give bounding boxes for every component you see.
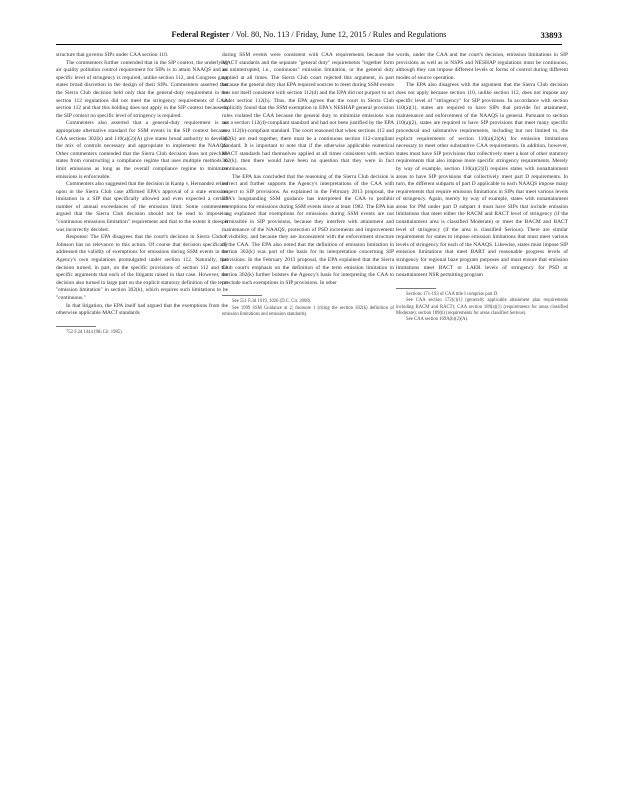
journal-title: Federal Register (171, 30, 230, 39)
footnote-rule (56, 326, 96, 327)
paragraph: The commenters further contended that in the SIP context, the underlying air quality pollution control requirement for SIPs is to attain NAAQS and no specific level of stringency is required, unlike section 112, and Congress gave states broad discretion in the design of their SIPs. Commenters asserted that the Sierra Club decision held only that the general-duty requirement in the section 112 regulations did not meet the stringency requirements of CAA section 112 and that this holding does not apply in the SIP context because in the SIP context no specific level of stringency is required. (56, 59, 228, 119)
footnote-rule (396, 288, 436, 289)
header-text (56, 30, 562, 39)
column-1 (56, 52, 228, 336)
header-rule (56, 44, 562, 45)
footnote: See CAA section 169A(b)(2)(A). (406, 317, 469, 323)
column-2 (222, 52, 394, 319)
footnote: See CAA section 172(c)(1) (generally applicable attainment plan requirements including RACM and RACT); CAA section 189(a)(1) (requirements for areas classified Moderate); section 189(b) (requirements for areas classified Serious). (396, 298, 568, 317)
footnote-rule (222, 295, 262, 296)
column-3 (396, 52, 568, 324)
issue-details: / Vol. 80, No. 113 / Friday, June 12, 2015 / Rules and Regulations (231, 30, 447, 39)
paragraph: structure that governs SIPs under CAA section 110. (56, 52, 169, 58)
paragraph: In that litigation, the EPA itself had argued that the exemptions from the otherwise applicable MACT standards (56, 302, 228, 317)
footnote: See 551 F.3d 1019, 1026 (D.C. Cir. 2008). (232, 299, 312, 305)
footnote: Sections 171-193 of CAA title I comprise part D. (406, 291, 499, 297)
running-header (56, 30, 562, 44)
paragraph: Response: The EPA disagrees that the court's decision in Sierra Club v. Johnson has no relevance to this action. Of course that decision specifically addressed the validity of exemptions for emissions during SSM events in the Agency's own regulations promulgated under section 112. Naturally, that decision turned, in part, on the specific provisions of section 112 and the specific arguments that each of the litigants raised in that case. However, the decision also turned in large part on the explicit statutory definition of the term "emission limitation" in section 302(k), which requires such limitations to be "continuous." (56, 234, 228, 301)
paragraph: Commenters also asserted that a general-duty requirement is an appropriate alternative standard for SSM events in the SIP context because CAA sections 302(k) and 110(a)(2)(A) give states broad authority to develop the mix of controls necessary and appropriate to implement the NAAQS. Other commenters contended that the Sierra Club decision does not preclude states from constructing a compliance regime that uses multiple methods to limit emissions as long as the overall compliance regime to minimize emissions is enforceable. (56, 120, 228, 180)
footnote: 752 F.2d 1444 (9th Cir. 1985). (66, 329, 123, 335)
paragraph: The EPA has concluded that the reasoning of the Sierra Club decision is correct and further supports the Agency's interpretations of the CAA with respect to SIP provisions. As explained in the February 2013 proposal, the EPA's longstanding SSM guidance has interpreted the CAA to prohibit exemptions for emissions during SSM events since at least 1982. The EPA has long explained that exemptions for emissions during SSM events are not permissible in SIP provisions, because they interfere with attainment and maintenance of the NAAQS, protection of PSD increments and improvement of visibility, and because they are inconsistent with the enforcement structure of the CAA. The EPA also noted that the definition of emission limitation in section 302(k) was part of the basis for its interpretation concerning SIP provisions. In the February 2013 proposal, the EPA explained that the Sierra Club court's emphasis on the definition of the term emission limitation in section 302(k) further bolsters the Agency's basis for interpreting the CAA to preclude such exemptions in SIP provisions. In other (222, 173, 394, 286)
paragraph: The EPA also disagrees with the argument that the Sierra Club decision does not apply because section 110, unlike section 112, does not impose any specific level of "stringency" for SIP provisions. In accordance with section 110(a)(1), states are required to have SIPs that provide for attainment, maintenance and enforcement of the NAAQS in general. Pursuant to section 110(a)(2), states are required to have SIP provisions that meet many specific procedural and substantive requirements, including but not limited to, the explicit requirements of section 110(a)(2)(A) for emission limitations necessary to meet other substantive CAA requirements. In addition, however, states must have SIP provisions that collectively meet a host of other statutory requirements that also impose more specific stringency requirements. Merely by way of example, section 110(a)(2)(I) requires states with nonattainment areas to have SIP provisions that collectively meet part D requirements. In turn, the different subparts of part D applicable to each NAAQS impose many requirements that require emission limitations in SIPs that meet various levels of stringency. Again, merely by way of example, states with nonattainment areas for PM under part D subpart 4 must have SIPs that include emission limitations that meet either the RACM and RACT level of stringency (if the nonattainment area is classified Moderate) or meet the BACM and BACT level of stringency (if the area is classified Serious). There are similar requirements for states to impose emission limitations that must meet various levels of stringency for each of the NAAQS. Likewise, states must impose SIP emission limitations that meet BART and reasonable progress levels of stringency for regional haze program purposes and must ensure that emission limitations meet BACT or LAER levels of stringency for PSD or nonattainment NSR permitting program (396, 82, 568, 279)
paragraph: Commenters also suggested that the decision in Kamp v. Hernandez relied upon in the Sierra Club case affirmed EPA's approval of a state emission limitation in a SIP that specifically allowed and even expected a certain number of annual exceedances of the emission limit. Some commenters argued that the Sierra Club decision should not be read to impose a "continuous emissions limitation" requirement and that to the extent it does, it was incorrectly decided. (56, 181, 228, 233)
paragraph: words, under the CAA and the court's decision, emission limitations in SIP provisions as well as in NSPS and NESHAP regulations must be continuous, although they can impose different levels or forms of control during different modes of source operation. (396, 52, 568, 81)
paragraph: during SSM events were consistent with CAA requirements because the MACT standards and the separate "general duty" requirements "together form an uninterrupted, i.e., continuous" emission limitation, or the general duty applied at all times. The Sierra Club court rejected this argument, in part because the general duty that EPA required sources to meet during SSM events was not itself consistent with section 112(d) and the EPA did not purport to act under section 112(h). Thus, the EPA agrees that the court in Sierra Club explicitly found that the SSM exemption in EPA's NESHAP general provision rules violated the CAA because the general duty to minimize emissions was not a section 112(d)-compliant standard and had not been justified by the EPA as a 112(h)-compliant standard. The court reasoned that when sections 112 and 302(k) are read together, there must be a continuous section 112-compliant standard. It is important to note that if the otherwise applicable numerical MACT standards had themselves applied at all times consistent with section 302(k), then there would have been no question that they were in fact continuous. (222, 52, 394, 172)
footnote: See 1999 SSM Guidance at 2; footnote 1 (citing the section 302(k) definition of emission limitations and emission standards). (222, 305, 394, 318)
page-number: 33893 (540, 30, 562, 40)
